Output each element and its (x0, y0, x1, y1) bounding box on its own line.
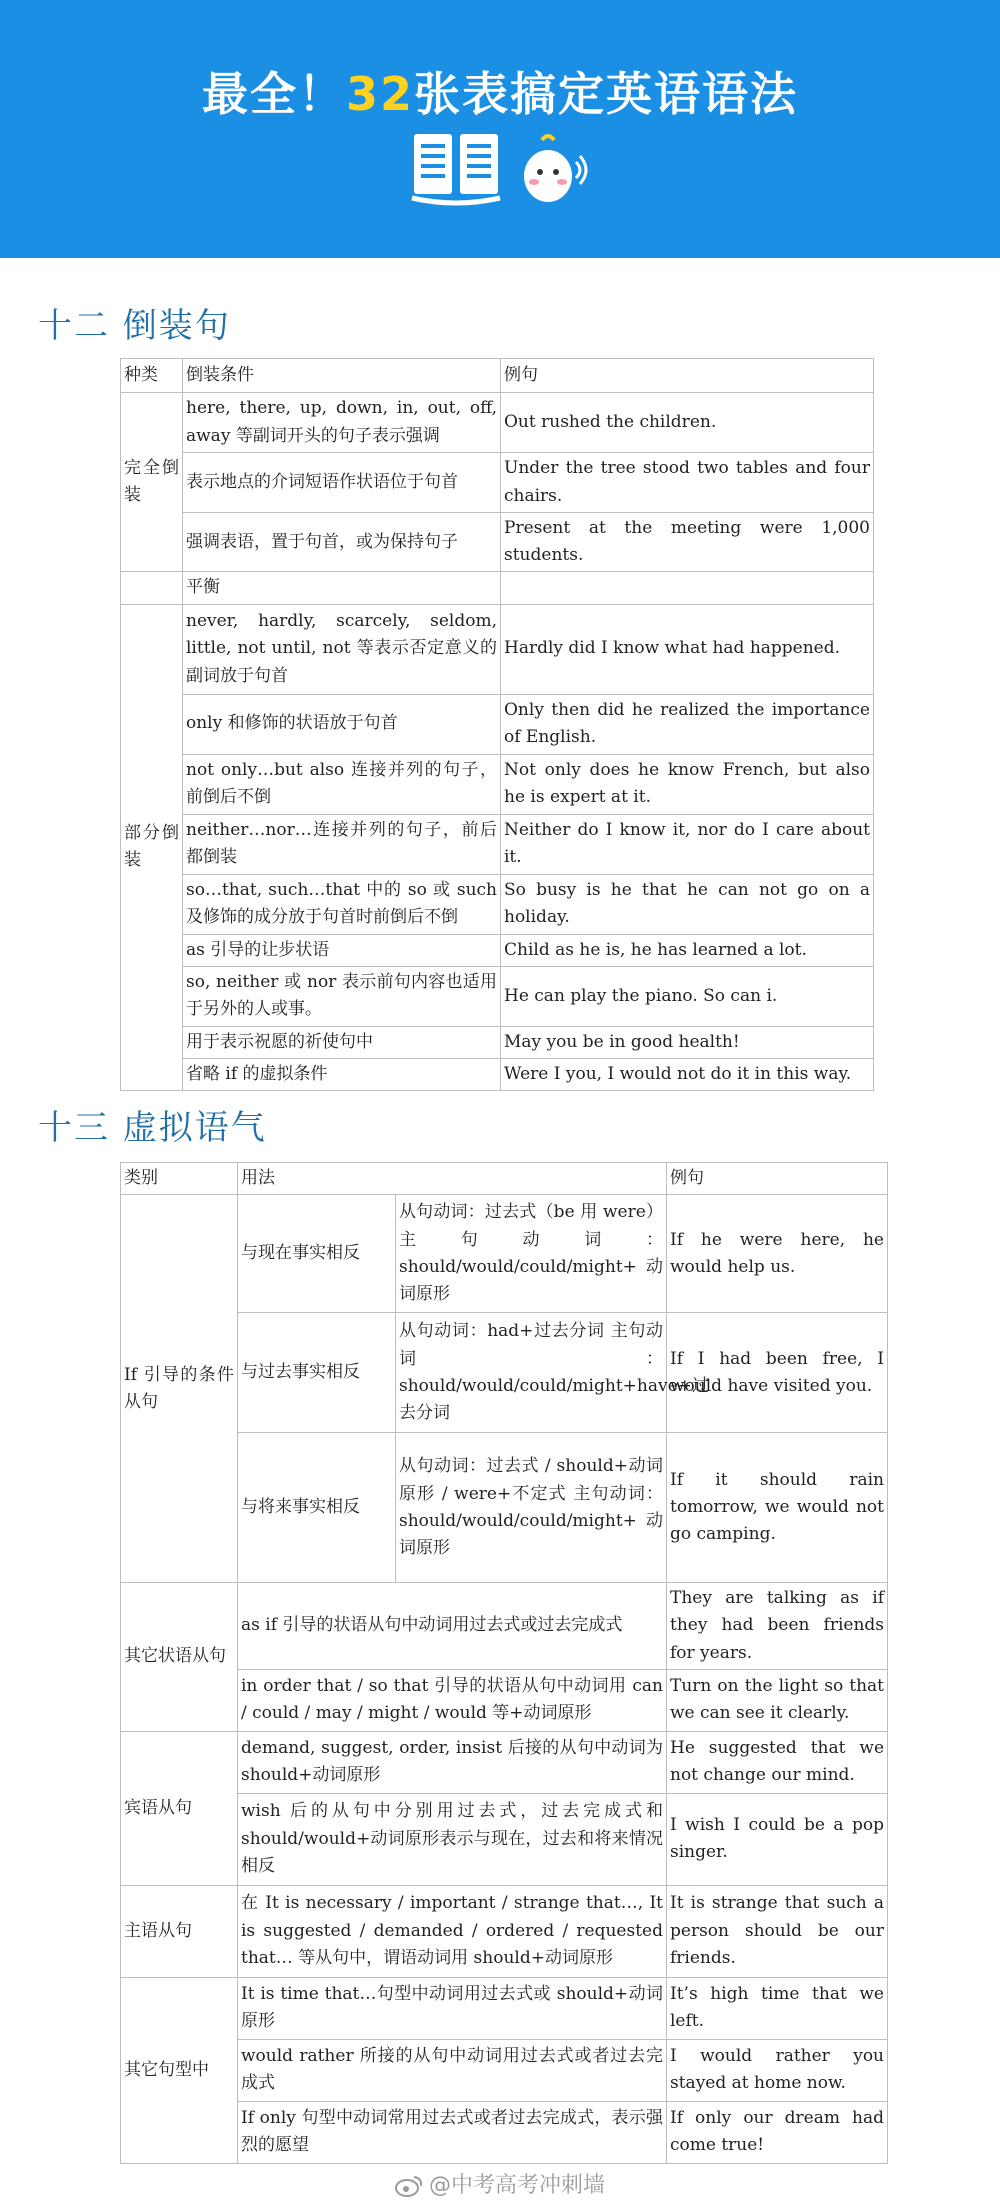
usage-cell: demand, suggest, order, insist 后接的从句中动词为 should+动词原形 (238, 1731, 667, 1793)
category-cell: 主语从句 (121, 1885, 238, 1977)
usage-cell: If only 句型中动词常用过去式或者过去完成式，表示强烈的愿望 (238, 2101, 667, 2163)
header-cell: 种类 (121, 359, 183, 393)
table-row (121, 874, 874, 934)
example-cell: If it should rain tomorrow, we would not go camping. (667, 1433, 888, 1583)
table-row (121, 966, 874, 1026)
page-title (0, 58, 1000, 124)
mascot-icon (512, 130, 592, 210)
condition-cell: so…that, such…that 中的 so 或 such 及修饰的成分放于句首时前倒后不倒 (183, 874, 501, 934)
example-cell: Not only does he know French, but also he is expert at it. (501, 754, 874, 814)
table-header-row (121, 1163, 888, 1195)
example-cell: Turn on the light so that we can see it clearly. (667, 1669, 888, 1731)
category-cell: 完全倒装 (121, 393, 183, 572)
table-row (121, 393, 874, 453)
usage-cell: wish 后的从句中分别用过去式，过去完成式和 should/would+动词原形表示与现在，过去和将来情况相反 (238, 1793, 667, 1885)
example-cell: It’s high time that we left. (667, 1977, 888, 2039)
table-row (121, 694, 874, 754)
title-number: 32 (345, 67, 414, 121)
case-cell: 与现在事实相反 (238, 1195, 396, 1313)
usage-cell: in order that / so that 引导的状语从句中动词用 can / could / may / might / would 等+动词原形 (238, 1669, 667, 1731)
header-cell: 例句 (667, 1163, 888, 1195)
example-cell: Neither do I know it, nor do I care about it. (501, 814, 874, 874)
usage-cell: would rather 所接的从句中动词用过去式或者过去完成式 (238, 2039, 667, 2101)
example-cell: Present at the meeting were 1,000 students. (501, 513, 874, 572)
example-cell: Were I you, I would not do it in this way. (501, 1058, 874, 1090)
example-cell: He suggested that we not change our mind. (667, 1731, 888, 1793)
example-cell: May you be in good health! (501, 1026, 874, 1058)
usage-cell: It is time that…句型中动词用过去式或 should+动词原形 (238, 1977, 667, 2039)
header-cell: 例句 (501, 359, 874, 393)
table-row (121, 1885, 888, 1977)
example-cell: I would rather you stayed at home now. (667, 2039, 888, 2101)
table-row (121, 1195, 888, 1313)
condition-cell: 平衡 (183, 572, 501, 604)
table-row (121, 814, 874, 874)
condition-cell: 表示地点的介词短语作状语位于句首 (183, 453, 501, 513)
table-row (121, 754, 874, 814)
table-row (121, 1026, 874, 1058)
category-cell (121, 572, 183, 604)
watermark-text: @中考高考冲刺墙 (428, 2173, 605, 2198)
example-cell: They are talking as if they had been friends for years. (667, 1583, 888, 1670)
weibo-icon (395, 2175, 423, 2197)
title-prefix: 最全！ (201, 67, 346, 121)
table-row (121, 513, 874, 572)
example-cell: If he were here, he would help us. (667, 1195, 888, 1313)
condition-cell: neither…nor…连接并列的句子，前后都倒装 (183, 814, 501, 874)
example-cell: Hardly did I know what had happened. (501, 604, 874, 694)
table-row (121, 1977, 888, 2039)
table-row (121, 1583, 888, 1670)
example-cell: Child as he is, he has learned a lot. (501, 934, 874, 966)
condition-cell: only 和修饰的状语放于句首 (183, 694, 501, 754)
table-row (121, 604, 874, 694)
condition-cell: never, hardly, scarcely, seldom, little, not until, not 等表示否定意义的副词放于句首 (183, 604, 501, 694)
example-cell: It is strange that such a person should be our friends. (667, 1885, 888, 1977)
table-header-row (121, 359, 874, 393)
example-cell: If I had been free, I would have visited you. (667, 1313, 888, 1433)
case-cell: 与过去事实相反 (238, 1313, 396, 1433)
category-cell: If 引导的条件从句 (121, 1195, 238, 1583)
example-cell (501, 572, 874, 604)
usage-cell: 从句动词：过去式 / should+动词原形 / were+不定式 主句动词：should/would/could/might+ 动词原形 (396, 1433, 667, 1583)
header-cell: 类别 (121, 1163, 238, 1195)
condition-cell: 省略 if 的虚拟条件 (183, 1058, 501, 1090)
title-suffix: 张表搞定英语语法 (414, 67, 798, 121)
category-cell: 部分倒装 (121, 604, 183, 1091)
condition-cell: 强调表语，置于句首，或为保持句子 (183, 513, 501, 572)
table-row (121, 453, 874, 513)
example-cell: Under the tree stood two tables and four chairs. (501, 453, 874, 513)
usage-cell: 从句动词：had+过去分词 主句动词：should/would/could/might+have+过去分词 (396, 1313, 667, 1433)
usage-cell: 在 It is necessary / important / strange that…, It is suggested / demanded / ordered / requested that… 等从句中，谓语动词用 should+动词原形 (238, 1885, 667, 1977)
header-cell: 用法 (238, 1163, 667, 1195)
example-cell: So busy is he that he can not go on a holiday. (501, 874, 874, 934)
example-cell: I wish I could be a pop singer. (667, 1793, 888, 1885)
condition-cell: as 引导的让步状语 (183, 934, 501, 966)
example-cell: Out rushed the children. (501, 393, 874, 453)
example-cell: If only our dream had come true! (667, 2101, 888, 2163)
watermark (0, 2168, 1000, 2199)
category-cell: 其它句型中 (121, 1977, 238, 2163)
table-row (121, 1731, 888, 1793)
example-cell: He can play the piano. So can i. (501, 966, 874, 1026)
section-heading-inversion: 十二 倒装句 (38, 306, 231, 346)
condition-cell: 用于表示祝愿的祈使句中 (183, 1026, 501, 1058)
usage-cell: as if 引导的状语从句中动词用过去式或过去完成式 (238, 1583, 667, 1670)
case-cell: 与将来事实相反 (238, 1433, 396, 1583)
condition-cell: not only…but also 连接并列的句子，前倒后不倒 (183, 754, 501, 814)
condition-cell: so, neither 或 nor 表示前句内容也适用于另外的人或事。 (183, 966, 501, 1026)
category-cell: 其它状语从句 (121, 1583, 238, 1732)
table-row (121, 572, 874, 604)
inversion-table (120, 358, 874, 1091)
usage-cell: 从句动词：过去式（be 用 were）主句动词：should/would/could/might+ 动词原形 (396, 1195, 667, 1313)
condition-cell: here, there, up, down, in, out, off, away 等副词开头的句子表示强调 (183, 393, 501, 453)
example-cell: Only then did he realized the importance of English. (501, 694, 874, 754)
header-banner (0, 0, 1000, 258)
category-cell: 宾语从句 (121, 1731, 238, 1885)
header-cell: 倒装条件 (183, 359, 501, 393)
subjunctive-table (120, 1162, 888, 2164)
book-icon (410, 128, 502, 210)
section-heading-subjunctive: 十三 虚拟语气 (38, 1108, 267, 1148)
table-row (121, 1058, 874, 1090)
table-row (121, 934, 874, 966)
